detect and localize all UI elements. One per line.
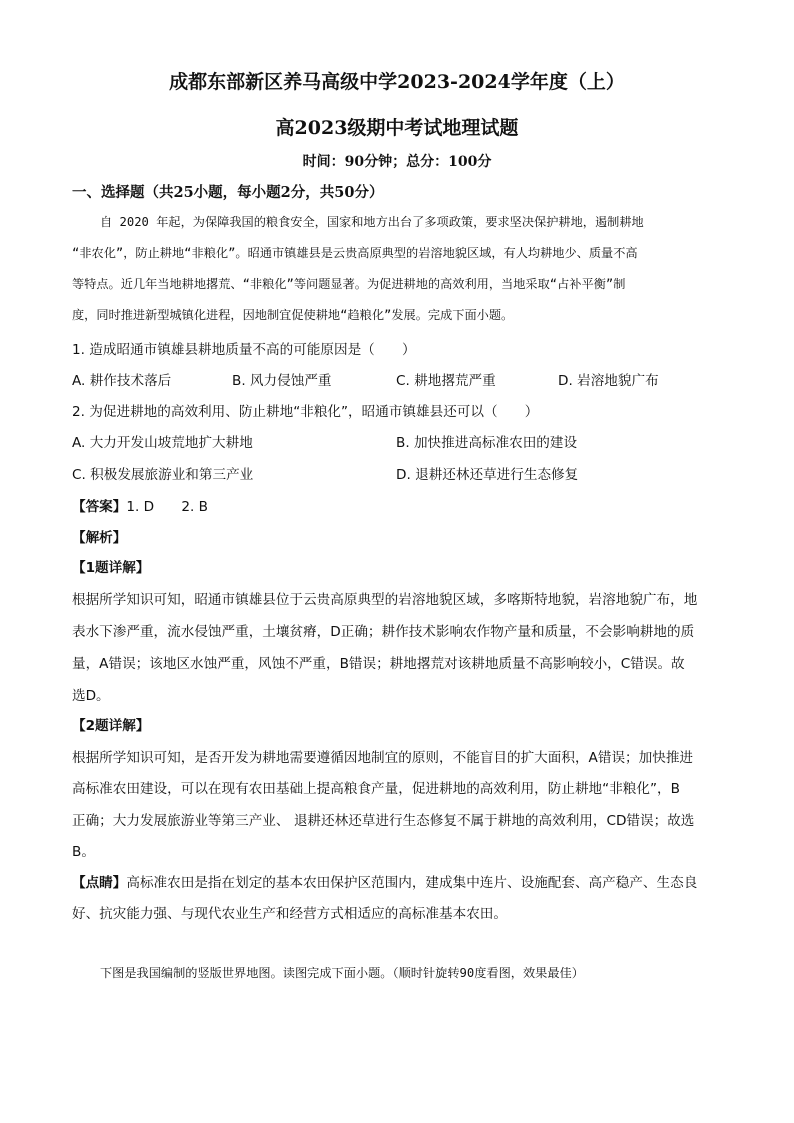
- option-b: B. 加快推进高标准农田的建设: [396, 435, 578, 451]
- option-c: C. 耕地撂荒严重: [396, 373, 496, 389]
- option-a: A. 大力开发山坡荒地扩大耕地: [72, 435, 253, 451]
- detail-label: 【1题详解】: [72, 560, 150, 576]
- detail-label: 【2题详解】: [72, 718, 150, 734]
- answer-text: 1. D 2. B: [126, 499, 208, 515]
- detail-line: 选D。: [72, 688, 110, 704]
- answer-line: [72, 495, 208, 515]
- question-stem: 2. 为促进耕地的高效利用、防止耕地“非粮化”，昭通市镇雄县还可以（ ）: [72, 404, 539, 420]
- detail-line: 根据所学知识可知，是否开发为耕地需要遵循因地制宜的原则，不能盲目的扩大面积，A错误；加快推进: [72, 750, 694, 766]
- section-heading: 一、选择题（共25小题，每小题2分，共50分）: [72, 184, 384, 201]
- option-a: A. 耕作技术落后: [72, 373, 172, 389]
- passage-line: 等特点。近几年当地耕地撂荒、“非粮化”等问题显著。为促进耕地的高效利用，当地采取“占补平衡”制: [72, 277, 626, 291]
- detail-line: B。: [72, 844, 95, 860]
- answer-label: 【答案】: [72, 499, 127, 515]
- option-d: D. 退耕还林还草进行生态修复: [396, 467, 579, 483]
- question-stem: 1. 造成昭通市镇雄县耕地质量不高的可能原因是（ ）: [72, 342, 416, 358]
- note-text: 高标准农田是指在划定的基本农田保护区范围内，建成集中连片、设施配套、高产稳产、生态良: [126, 875, 698, 891]
- detail-line: 量，A错误；该地区水蚀严重，风蚀不严重，B错误；耕地撂荒对该耕地质量不高影响较小，C错误。故: [72, 656, 685, 672]
- exam-subtitle: 高2023级期中考试地理试题: [275, 117, 519, 139]
- note-line: 好、抗灾能力强、与现代农业生产和经营方式相适应的高标准基本农田。: [72, 906, 507, 922]
- detail-line: 高标准农田建设，可以在现有农田基础上提高粮食产量，促进耕地的高效利用，防止耕地“非粮化”，B: [72, 781, 680, 797]
- detail-line: 正确；大力发展旅游业等第三产业、 退耕还林还草进行生态修复不属于耕地的高效利用，CD错误；故选: [72, 813, 695, 829]
- passage-line: “非农化”，防止耕地“非粮化”。昭通市镇雄县是云贵高原典型的岩溶地貌区域，有人均耕地少、质量不高: [72, 246, 638, 260]
- note-label: 【点睛】: [72, 875, 127, 891]
- detail-line: 根据所学知识可知，昭通市镇雄县位于云贵高原典型的岩溶地貌区域，多喀斯特地貌，岩溶地貌广布，地: [72, 592, 698, 608]
- note-line: [72, 871, 697, 891]
- analysis-label: 【解析】: [72, 530, 127, 546]
- option-b: B. 风力侵蚀严重: [232, 373, 332, 389]
- option-d: D. 岩溶地貌广布: [558, 373, 659, 389]
- map-intro: 下图是我国编制的竖版世界地图。读图完成下面小题。（顺时针旋转90度看图，效果最佳）: [100, 966, 584, 980]
- exam-meta: 时间：90分钟；总分：100分: [302, 154, 492, 170]
- detail-line: 表水下渗严重，流水侵蚀严重，土壤贫瘠，D正确；耕作技术影响农作物产量和质量，不会影响耕地的质: [72, 624, 695, 640]
- passage-line: 自 2020 年起，为保障我国的粮食安全，国家和地方出台了多项政策，要求坚决保护耕地，遏制耕地: [100, 215, 644, 229]
- document-title: 成都东部新区养马高级中学2023-2024学年度（上）: [169, 71, 625, 93]
- option-c: C. 积极发展旅游业和第三产业: [72, 467, 254, 483]
- passage-line: 度，同时推进新型城镇化进程，因地制宜促使耕地“趋粮化”发展。完成下面小题。: [72, 308, 514, 322]
